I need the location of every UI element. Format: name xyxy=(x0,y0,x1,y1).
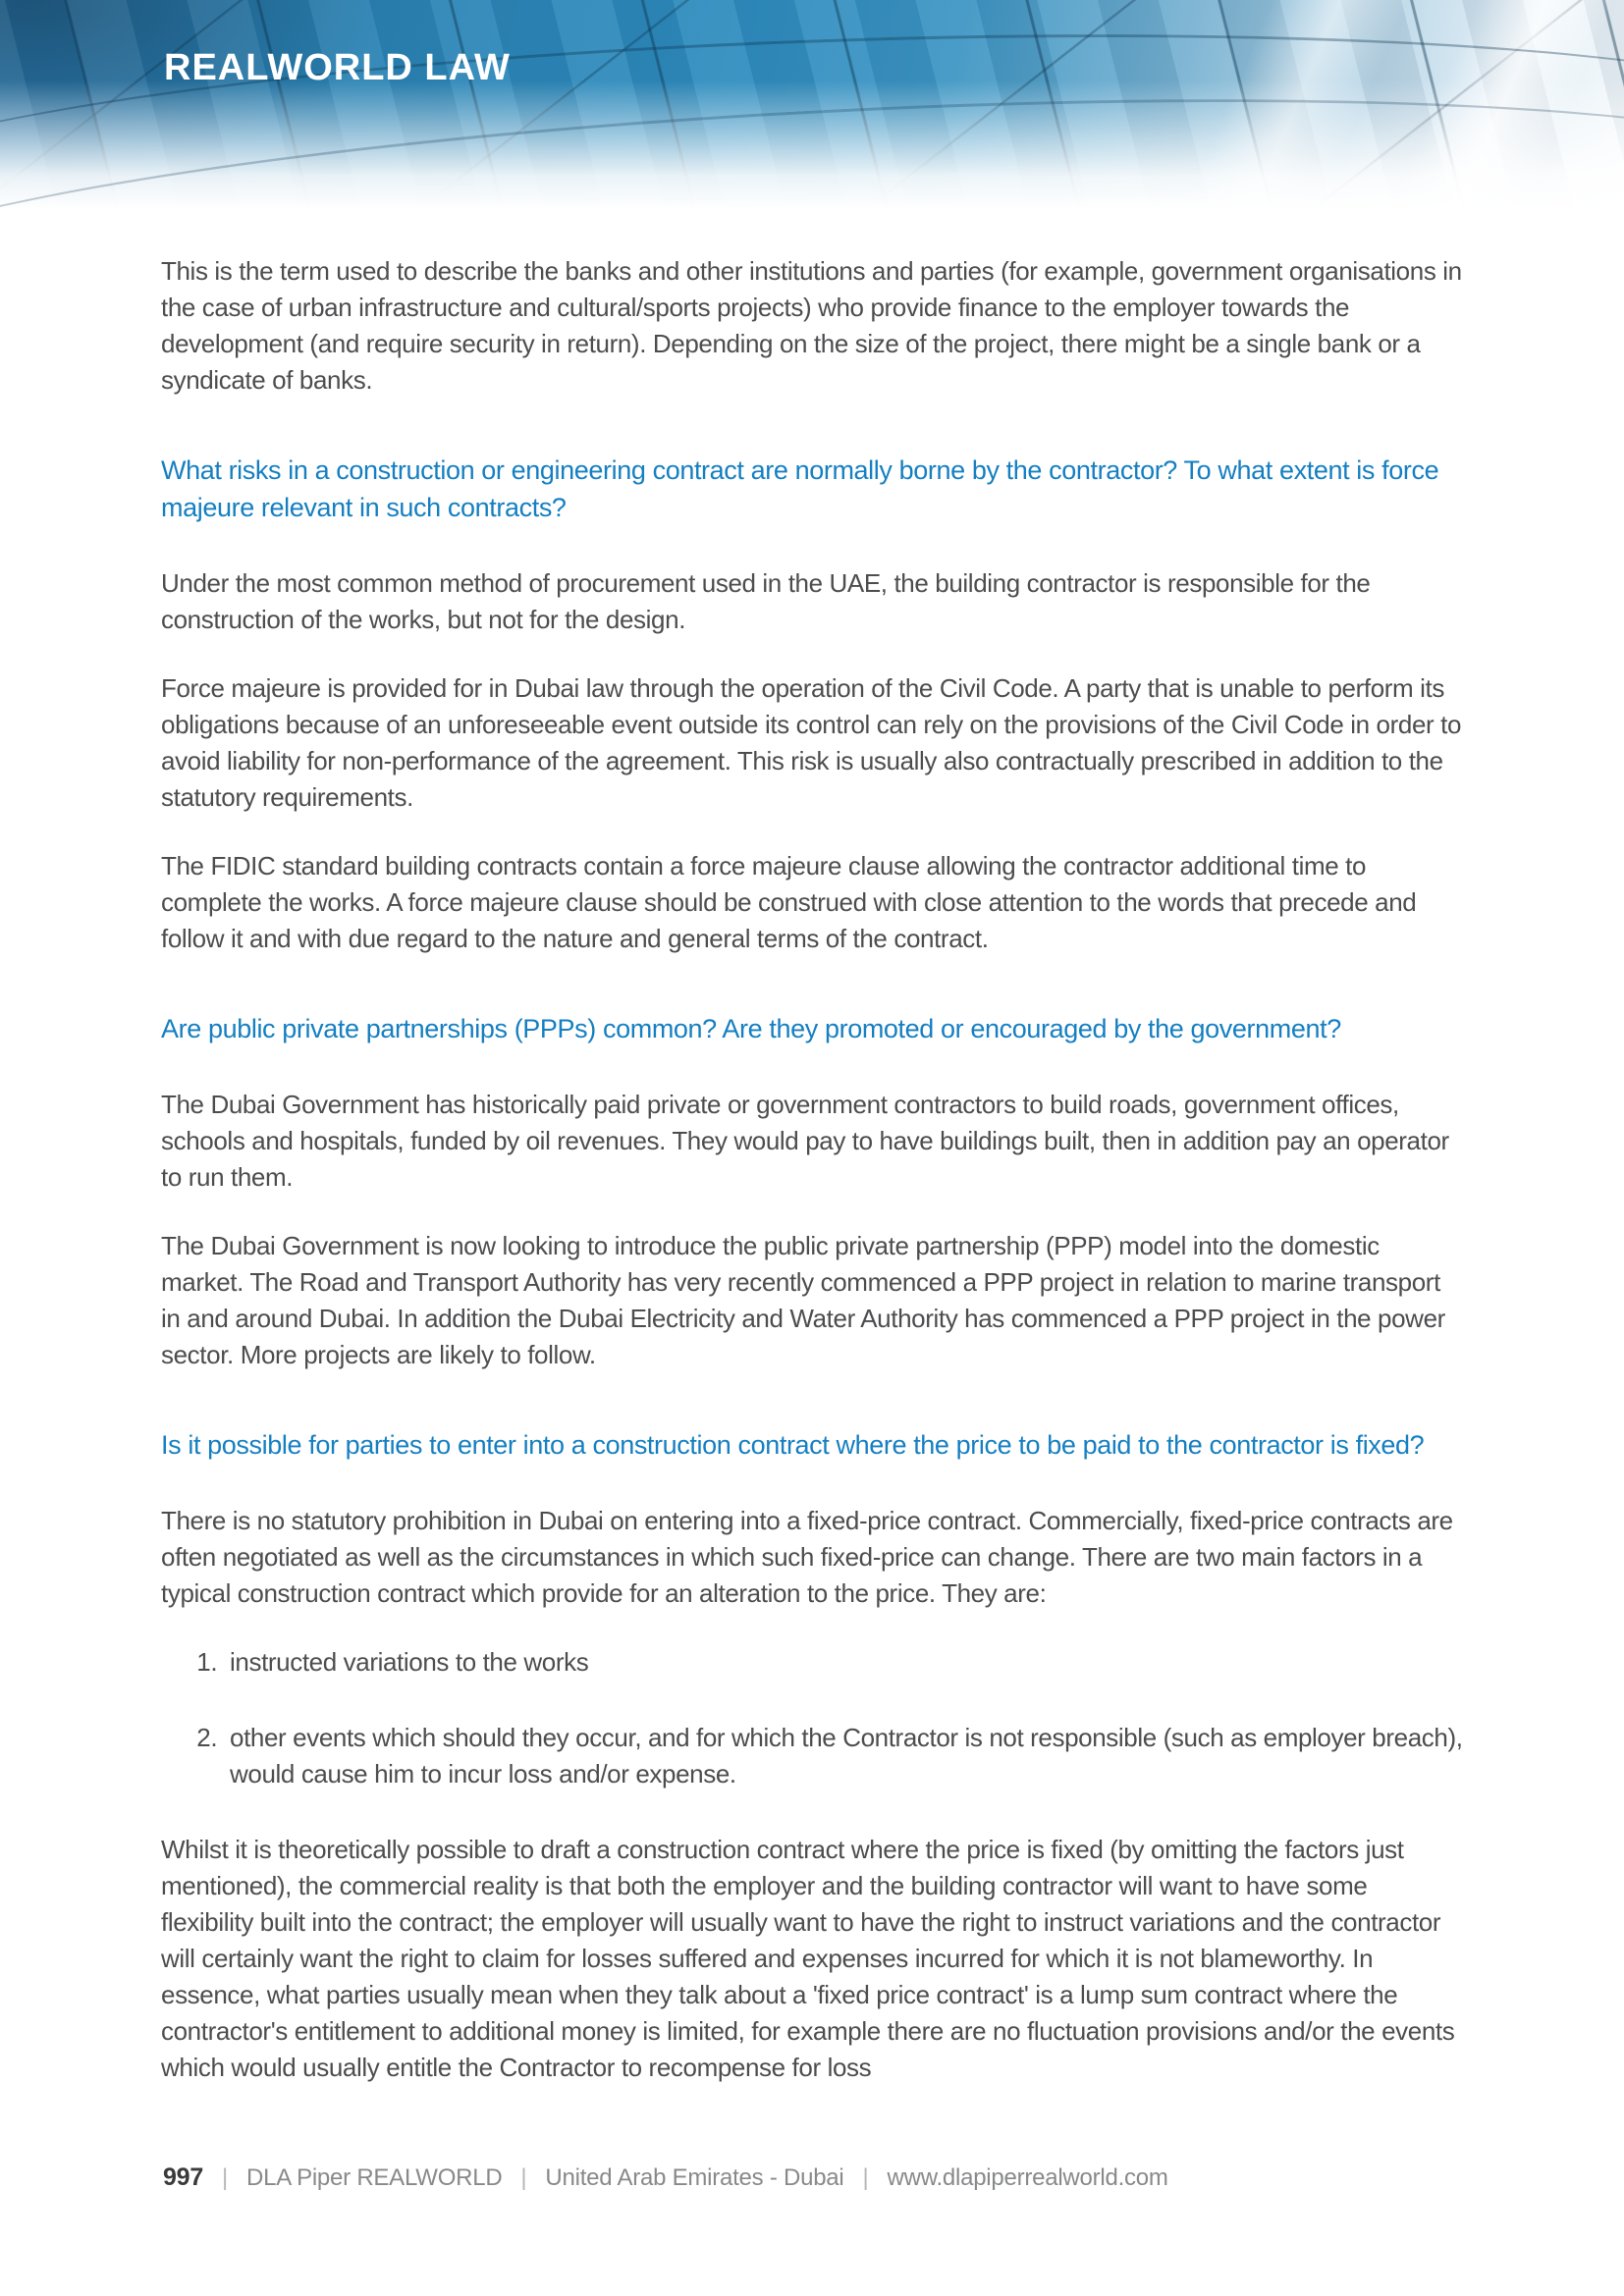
paragraph-financiers: This is the term used to describe the banks and other institutions and parties (for example, government organisations in the case of urban infrastructure and cultural/sports projects) who provide finance to the employer towards the development (and require security in return). Depending on the size of the project, there might be a single bank or a syndicate of banks. xyxy=(161,256,1462,395)
page-header-banner xyxy=(0,0,1624,224)
section-heading-contractor-risks: What risks in a construction or engineering contract are normally borne by the contractor? To what extent is force majeure relevant in such contracts? xyxy=(161,455,1439,522)
paragraph-fixed-price-intro: There is no statutory prohibition in Dubai on entering into a fixed-price contract. Commercially, fixed-price contracts are often negotiated as well as the circumstances in which such fixed-price can change. There are two main factors in a typical construction contract which provide for an alteration to the price. They are: xyxy=(161,1506,1453,1608)
paragraph-dubai-gov-ppp: The Dubai Government is now looking to introduce the public private partnership (PPP) model into the domestic market. The Road and Transport Authority has very recently commenced a PPP project in relation to marine transport in and around Dubai. In addition the Dubai Electricity and Water Authority has commenced a PPP project in the power sector. More projects are likely to follow. xyxy=(161,1231,1445,1369)
page-footer xyxy=(163,2163,1168,2192)
footer-jurisdiction: United Arab Emirates - Dubai xyxy=(545,2164,844,2191)
paragraph-force-majeure-civil-code: Force majeure is provided for in Dubai law through the operation of the Civil Code. A party that is unable to perform its obligations because of an unforeseeable event outside its control can rely on the provisions of the Civil Code in order to avoid liability for non-performance of the agreement. This risk is usually also contractually prescribed in addition to the statutory requirements. xyxy=(161,673,1462,812)
list-item-other-events: 2. other events which should they occur, and for which the Contractor is not responsible (such as employer breach), would cause him to incur loss and/or expense. xyxy=(224,1720,1463,1792)
numbered-list xyxy=(161,1644,1463,1792)
footer-separator: | xyxy=(862,2164,869,2191)
page-title: REALWORLD LAW xyxy=(164,47,511,88)
footer-separator: | xyxy=(520,2164,527,2191)
footer-website-link[interactable]: www.dlapiperrealworld.com xyxy=(887,2164,1168,2191)
footer-separator: | xyxy=(222,2164,228,2191)
footer-brand: DLA Piper REALWORLD xyxy=(246,2164,503,2191)
paragraph-fixed-price-conclusion: Whilst it is theoretically possible to draft a construction contract where the price is fixed (by omitting the factors just mentioned), the commercial reality is that both the employer and the building contractor will want to have some flexibility built into the contract; the employer will usually want to have the right to instruct variations and the contractor will certainly want the right to claim for losses suffered and expenses incurred for which it is not blameworthy. In essence, what parties usually mean when they talk about a 'fixed price contract' is a lump sum contract where the contractor's entitlement to additional money is limited, for example there are no fluctuation provisions and/or the events which would usually entitle the Contractor to recompense for loss xyxy=(161,1835,1455,2082)
section-heading-fixed-price: Is it possible for parties to enter into a construction contract where the price to be paid to the contractor is fixed? xyxy=(161,1430,1425,1460)
paragraph-procurement: Under the most common method of procurement used in the UAE, the building contractor is responsible for the construction of the works, but not for the design. xyxy=(161,568,1371,634)
paragraph-dubai-gov-history: The Dubai Government has historically paid private or government contractors to build roads, government offices, schools and hospitals, funded by oil revenues. They would pay to have buildings built, then in addition pay an operator to run them. xyxy=(161,1090,1449,1192)
document-body xyxy=(161,224,1463,2086)
list-item-variations: 1. instructed variations to the works xyxy=(224,1644,1463,1681)
page-number: 997 xyxy=(163,2163,203,2191)
section-heading-ppp: Are public private partnerships (PPPs) common? Are they promoted or encouraged by the government? xyxy=(161,1014,1341,1043)
paragraph-fidic: The FIDIC standard building contracts contain a force majeure clause allowing the contractor additional time to complete the works. A force majeure clause should be construed with close attention to the words that precede and follow it and with due regard to the nature and general terms of the contract. xyxy=(161,851,1417,953)
